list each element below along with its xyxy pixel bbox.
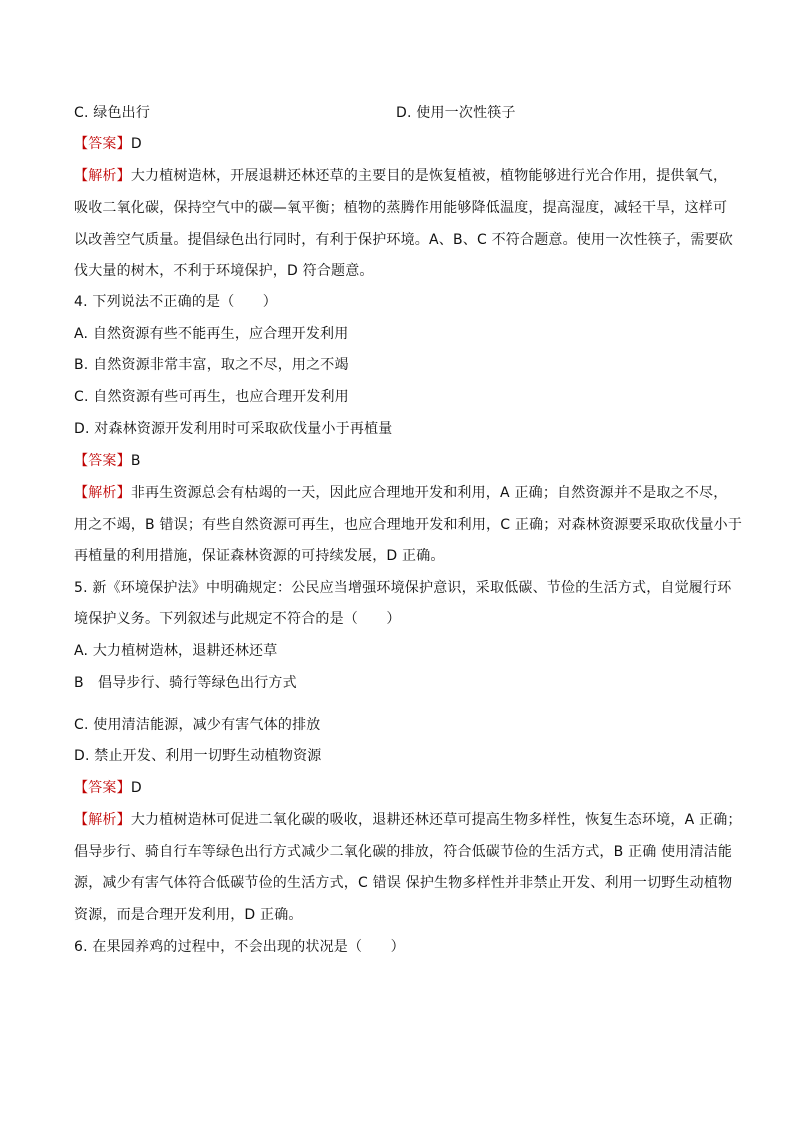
q4-option-b: B. 自然资源非常丰富，取之不尽，用之不竭 — [74, 357, 349, 373]
q3-answer — [74, 134, 142, 154]
q3-analysis-line-1 — [74, 166, 727, 186]
q4-option-a: A. 自然资源有些不能再生，应合理开发利用 — [74, 326, 349, 342]
q5-analysis-line-3: 源，减少有害气体符合低碳节俭的生活方式，C 错误 保护生物多样性并非禁止开发、利用一切野生动植物 — [74, 875, 733, 891]
answer-value: D — [130, 136, 142, 152]
q4-analysis-line-1 — [74, 483, 727, 503]
analysis-label: 【解析】 — [74, 168, 131, 184]
q4-stem: 4. 下列说法不正确的是（ ） — [74, 294, 278, 310]
q5-option-c: C. 使用清洁能源，减少有害气体的排放 — [74, 717, 321, 733]
q5-option-a: A. 大力植树造林，退耕还林还草 — [74, 643, 278, 659]
answer-label: 【答案】 — [74, 136, 131, 152]
q5-analysis-line-2: 倡导步行、骑自行车等绿色出行方式减少二氧化碳的排放，符合低碳节俭的生活方式，B 正确 使用清洁能 — [74, 844, 733, 860]
q5-stem-line-2: 境保护义务。下列叙述与此规定不符合的是（ ） — [74, 611, 401, 627]
q4-option-d: D. 对森林资源开发利用时可采取砍伐量小于再植量 — [74, 421, 393, 437]
q5-analysis-line-4: 资源，而是合理开发利用，D 正确。 — [74, 907, 303, 923]
q5-option-d: D. 禁止开发、利用一切野生动植物资源 — [74, 748, 322, 764]
q4-option-c: C. 自然资源有些可再生，也应合理开发利用 — [74, 389, 349, 405]
q5-answer — [74, 778, 142, 798]
answer-label: 【答案】 — [74, 780, 131, 796]
q3-analysis-line-3: 以改善空气质量。提倡绿色出行同时，有利于保护环境。A、B、C 不符合题意。使用一次性筷子，需要砍 — [74, 232, 734, 248]
q3-option-c: C. 绿色出行 — [74, 105, 151, 121]
q5-option-b: B 倡导步行、骑行等绿色出行方式 — [74, 675, 297, 691]
answer-value: B — [130, 453, 141, 469]
q4-answer — [74, 451, 141, 471]
q3-option-d: D. 使用一次性筷子 — [396, 105, 516, 121]
q6-stem: 6. 在果园养鸡的过程中，不会出现的状况是（ ） — [74, 939, 405, 955]
answer-label: 【答案】 — [74, 453, 131, 469]
q3-analysis-line-4: 伐大量的树木，不利于环境保护，D 符合题意。 — [74, 263, 374, 279]
q4-analysis-line-2: 用之不竭，B 错误；有些自然资源可再生，也应合理地开发和利用，C 正确；对森林资源要采取砍伐量小于 — [74, 517, 743, 533]
analysis-label: 【解析】 — [74, 812, 131, 828]
analysis-label: 【解析】 — [74, 485, 131, 501]
q3-analysis-line-2: 吸收二氧化碳，保持空气中的碳—氧平衡；植物的蒸腾作用能够降低温度，提高湿度，减轻干旱，这样可 — [74, 200, 728, 216]
analysis-text: 大力植树造林，开展退耕还林还草的主要目的是恢复植被，植物能够进行光合作用，提供氧气， — [130, 168, 728, 184]
q5-analysis-line-1 — [74, 810, 742, 830]
analysis-text: 非再生资源总会有枯竭的一天，因此应合理地开发和利用，A 正确；自然资源并不是取之不尽， — [130, 485, 728, 501]
analysis-text: 大力植树造林可促进二氧化碳的吸收，退耕还林还草可提高生物多样性，恢复生态环境，A 正确； — [130, 812, 742, 828]
answer-value: D — [130, 780, 142, 796]
q5-stem-line-1: 5. 新《环境保护法》中明确规定：公民应当增强环境保护意识，采取低碳、节俭的生活方式，自觉履行环 — [74, 580, 732, 596]
q4-analysis-line-3: 再植量的利用措施，保证森林资源的可持续发展，D 正确。 — [74, 548, 445, 564]
